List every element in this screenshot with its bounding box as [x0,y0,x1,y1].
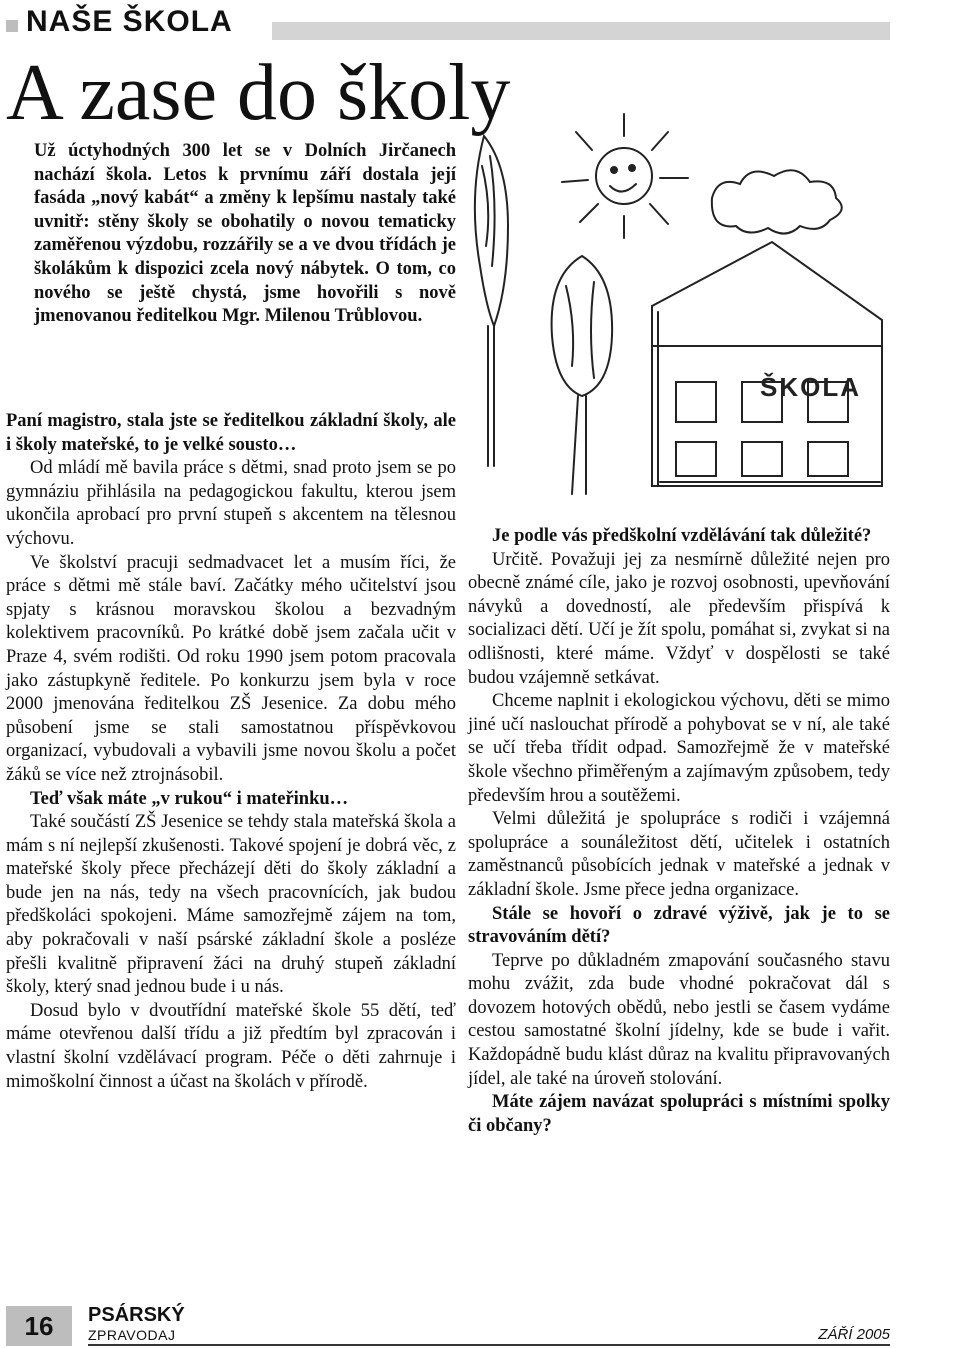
section-marker [6,20,18,32]
drawing-label: ŠKOLA [760,372,861,402]
article-lead [34,140,456,329]
question: Máte zájem navázat spolupráci s místními spolky či občany? [468,1092,890,1136]
child-drawing-school [462,106,886,506]
publication-name: PSÁRSKÝ [88,1304,185,1326]
page-number: 16 [6,1306,72,1346]
footer-rule [88,1344,890,1346]
answer-paragraph: Také součástí ZŠ Jesenice se tehdy stala mateřská škola a mám s ní nejlepší zkušenosti. Takové spojení je dobrá věc, z mateřské školy přece přecházejí děti do školy základní a bude jen na nás, tedy na všech pracovnících, jak budou předškoláci spokojeni. Máme samozřejmě zájem na tom, aby pokračovali v naší psárské základní škole a posléze přešli kvalitně připravení žáci na druhý stupeň základní školy, který snad jednou bude i u nás. [6,812,456,998]
right-column [468,525,890,1138]
section-header [0,6,960,38]
section-rule [272,22,890,40]
question: Stále se hovoří o zdravé výživě, jak je to se stravováním dětí? [468,903,890,948]
sun-face [596,148,652,204]
question: Teď však máte „v rukou“ i mateřinku… [30,788,349,809]
answer-paragraph: Určitě. Považuji jej za nesmírně důležité nejen pro obecně známé cíle, jako je rozvoj osobnosti, upevňování návyků a dovedností, ale především přispívá k socializaci dětí. Učí je žít spolu, pomáhat si, zvykat si na odlišnosti, které máme. Vždyť v dospělosti se také budou vzájemně setkávat. [468,549,890,688]
answer-paragraph: Ve školství pracuji sedmadvacet let a musím říci, že práce s dětmi mě stále baví. Začátky mého učitelství jsou spjaty s krásnou moravskou školou a bezvadným kolektivem pracovníků. Po krátké době jsem začala učit v Praze 4, svém rodišti. Od roku 1990 jsem potom pracovala jako zástupkyně ředitele. Po konkurzu jsem byla v roce 2000 jmenována ředitelkou ZŠ Jesenice. Za dobu mého působení jsme se stali samostatnou příspěvkovou organizací, vybudovali a vybavili jsme novou školu a počet žáků se více než ztrojnásobil. [6,552,456,785]
publication-subtitle: ZPRAVODAJ [88,1327,176,1343]
issue-date: ZÁŘÍ 2005 [818,1326,890,1343]
section-title: NAŠE ŠKOLA [26,5,233,38]
question: Je podle vás předškolní vzdělávání tak důležité? [492,526,872,546]
answer-paragraph: Velmi důležitá je spolupráce s rodiči i vzájemná spolupráce a sounáležitost dětí, učitelek i ostatních zaměstnanců působících jednak v mateřské a jednak v základní škole. Jsme přece jedna organizace. [468,809,890,900]
answer-paragraph: Chceme naplnit i ekologickou výchovu, děti se mimo jiné učí naslouchat přírodě a pohybovat se v ní, ale také se učí třeba třídit odpad. Samozřejmě že v mateřské škole všechno přiměřeným a zajímavým způsobem, tedy především hrou a soutěžemi. [468,691,890,806]
answer-paragraph: Teprve po důkladném zmapování současného stavu mohu zvážit, zda bude vhodné pokračovat dál s dovozem hotových obědů, nebo jestli se časem vydáme cestou samostatné školní jídelny, kde se bude i vařit. Každopádně budu klást důraz na kvalitu připravovaných jídel, ale také na úroveň stolování. [468,950,890,1089]
article-headline: A zase do školy [6,49,511,137]
question: Paní magistro, stala jste se ředitelkou základní školy, ale i školy mateřské, to je velké sousto… [6,411,456,455]
answer-paragraph: Od mládí mě bavila práce s dětmi, snad proto jsem se po gymnáziu přihlásila na pedagogickou fakultu, kterou jsem ukončila aprobací pro první stupeň s akcentem na tělesnou výchovu. [6,458,456,549]
cloud [712,170,842,233]
answer-paragraph: Dosud bylo v dvoutřídní mateřské škole 55 dětí, teď máme otevřenou další třídu a již předtím byl zpracován i vlastní školní vzdělávací program. Péče o děti zahrnuje i mimoškolní činnost a účast na školách v přírodě. [6,1000,456,1092]
tree-middle [552,256,613,396]
lead-paragraph: Už úctyhodných 300 let se v Dolních Jirčanech nachází škola. Letos k prvnímu září dostala její fasáda „nový kabát“ a změny k lepšímu nastaly také uvnitř: stěny školy se obohatily o novou tematicky zaměřenou výzdobu, rozzářily se a ve dvou třídách je školákům k dispozici zcela nový nábytek. O tom, co nového se ještě chystá, jsme hovořili s nově jmenovanou ředitelkou Mgr. Milenou Trůblovou. [34,141,456,327]
left-column [6,410,456,1094]
